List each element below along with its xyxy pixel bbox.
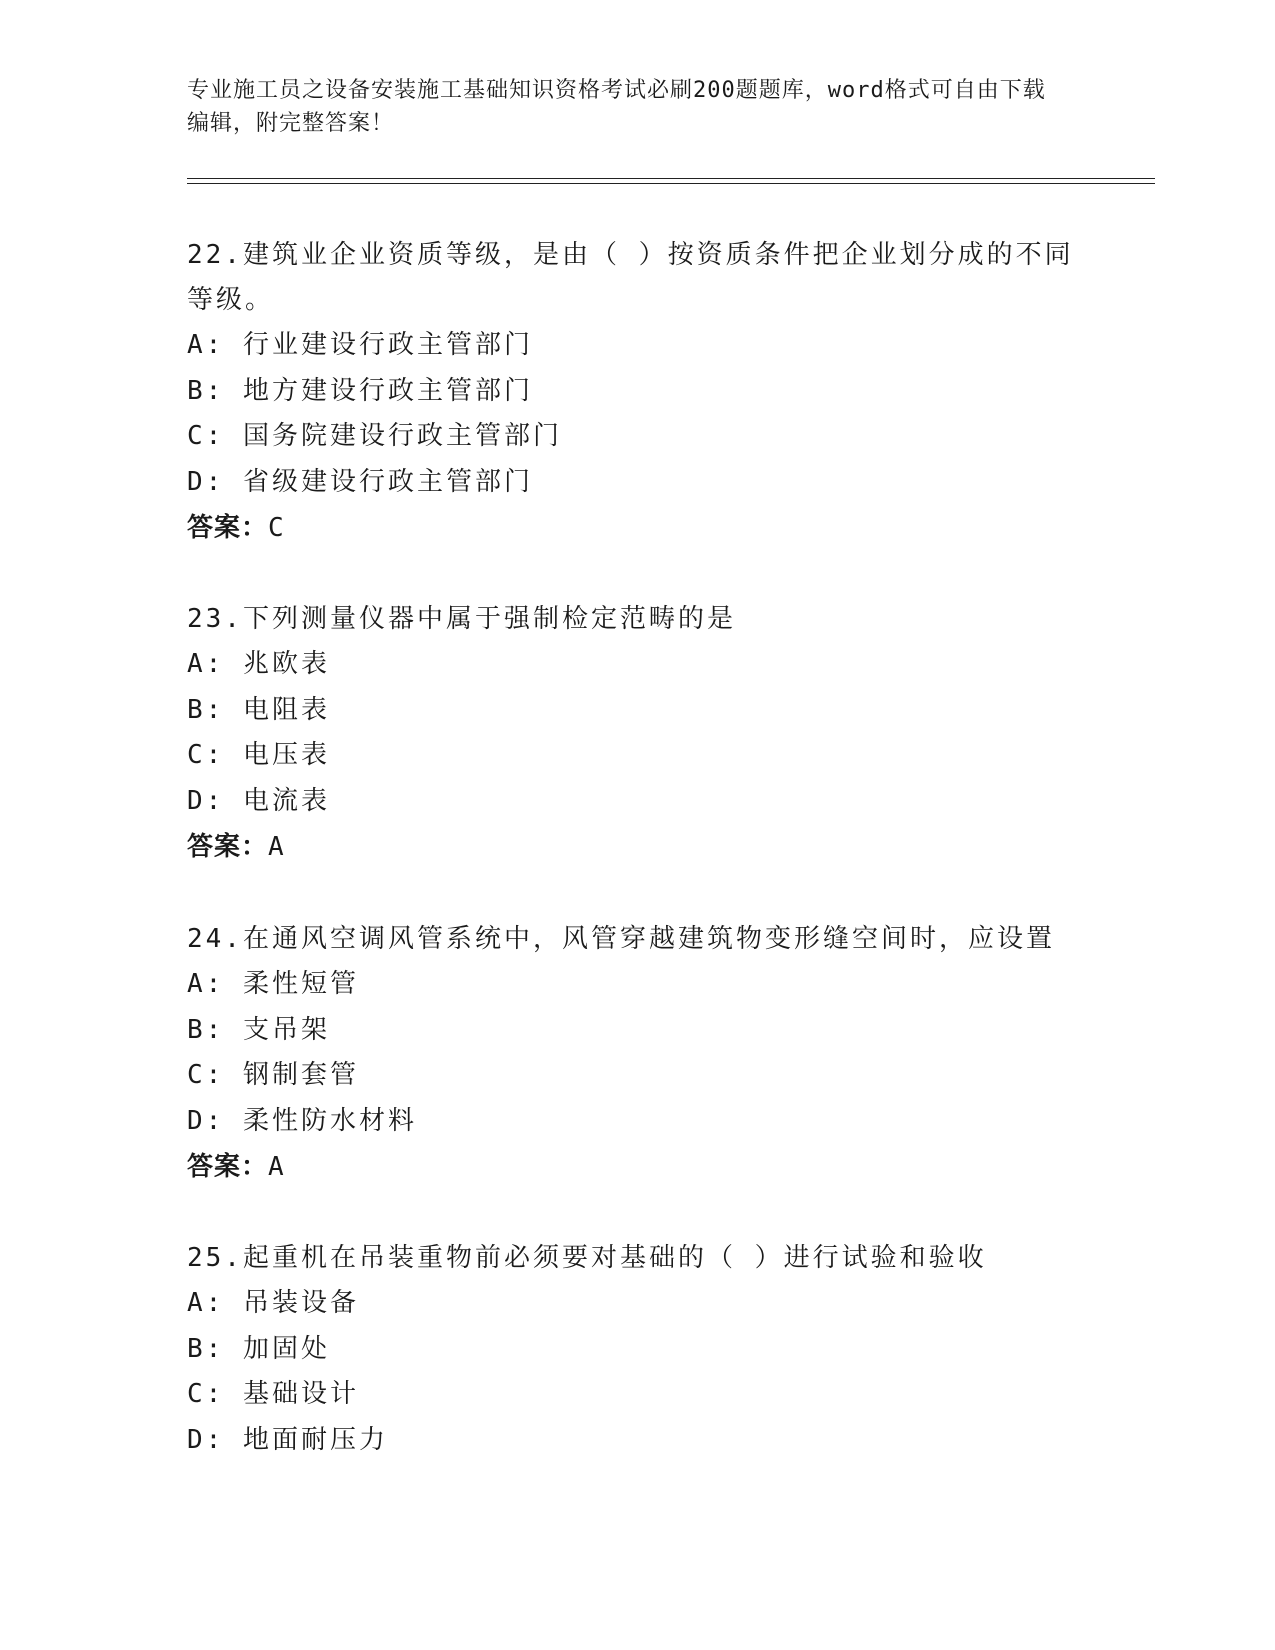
option-a: A: 柔性短管 [187,969,359,999]
question-stem: 24.在通风空调风管系统中，风管穿越建筑物变形缝空间时，应设置 [187,924,1055,954]
option-d: D: 地面耐压力 [187,1424,388,1455]
answer-line [187,505,1087,551]
option-c: C: 基础设计 [187,1379,359,1409]
option-b: B: 加固处 [187,1333,330,1364]
answer-label: 答案： [187,513,269,543]
question-25 [187,1236,1087,1463]
question-stem: 25.起重机在吊装重物前必须要对基础的（ ）进行试验和验收 [187,1243,987,1273]
question-24 [187,917,1087,1190]
question-23 [187,597,1087,870]
option-a: A: 兆欧表 [187,649,330,679]
question-stem: 22.建筑业企业资质等级，是由（ ）按资质条件把企业划分成的不同等级。 [187,240,1074,315]
option-b: B: 地方建设行政主管部门 [187,375,533,406]
answer-line [187,824,1087,870]
answer-value: A [268,1152,285,1182]
option-c: C: 钢制套管 [187,1060,359,1090]
answer-line [187,1144,1087,1190]
question-22 [187,233,1087,551]
document-intro: 专业施工员之设备安装施工基础知识资格考试必刷200题题库，word格式可自由下载编辑，附完整答案！ [187,78,1046,136]
option-b: B: 支吊架 [187,1014,330,1045]
answer-value: C [268,513,285,543]
answer-value: A [268,832,285,862]
option-c: C: 电压表 [187,740,330,770]
question-stem: 23.下列测量仪器中属于强制检定范畴的是 [187,604,736,634]
option-a: A: 行业建设行政主管部门 [187,330,533,360]
header-rule-bottom [187,183,1155,184]
option-b: B: 电阻表 [187,694,330,725]
option-d: D: 电流表 [187,785,330,816]
option-d: D: 柔性防水材料 [187,1105,417,1136]
option-a: A: 吊装设备 [187,1288,359,1318]
option-d: D: 省级建设行政主管部门 [187,466,533,497]
answer-label: 答案： [187,832,269,862]
header-rule-top [187,178,1155,179]
option-c: C: 国务院建设行政主管部门 [187,421,562,451]
answer-label: 答案： [187,1152,269,1182]
